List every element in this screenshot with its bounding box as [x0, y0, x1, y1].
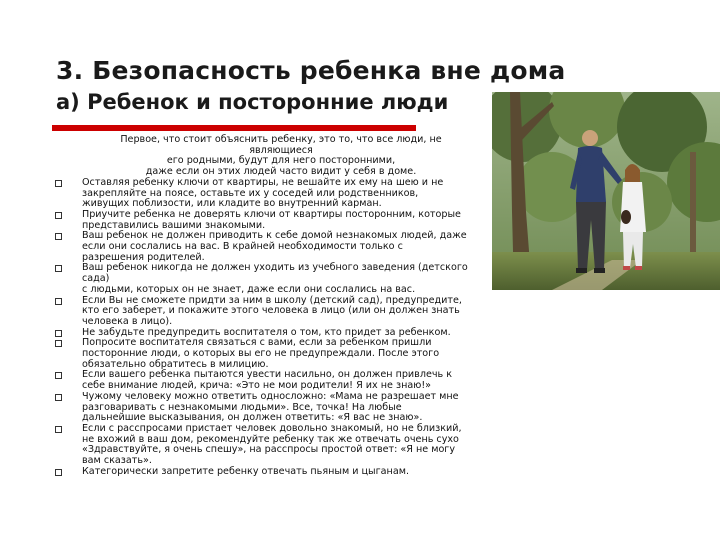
- slide-body: [52, 135, 512, 478]
- list-item-line: кто его заберет, и покажите этого человека в лицо (или он должен знать: [82, 305, 460, 317]
- list-item: [52, 370, 512, 391]
- intro-line: даже если он этих людей часто видит у себя в доме.: [145, 166, 417, 178]
- list-item-line: Приучите ребенка не доверять ключи от квартиры посторонним, которые: [82, 208, 461, 220]
- list-item: [52, 296, 512, 328]
- list-item-line: Если с расспросами пристает человек довольно знакомый, но не близкий,: [82, 422, 462, 434]
- list-item-line: сада): [82, 273, 110, 285]
- list-item: [52, 467, 512, 478]
- list-item-line: «Здравствуйте, я очень спешу», на расспросы простой ответ: «Я не могу: [82, 444, 456, 456]
- square-bullet-icon: [55, 330, 62, 337]
- park-photo-illustration: [492, 92, 720, 290]
- bullet-list: [52, 178, 512, 478]
- list-item-line: обязательно обратитесь в милицию.: [82, 358, 269, 370]
- list-item-line: разрешения родителей.: [82, 251, 205, 263]
- list-item-line: если они сослались на вас. В крайней необходимости только с: [82, 241, 403, 253]
- square-bullet-icon: [55, 233, 62, 240]
- slide-subtitle: а) Ребенок и посторонние люди: [56, 90, 449, 114]
- list-item-line: Ваш ребенок не должен приводить к себе домой незнакомых людей, даже: [82, 230, 467, 242]
- list-item-line: Попросите воспитателя связаться с вами, если за ребенком пришли: [82, 337, 432, 349]
- list-item-line: разговаривать с незнакомыми людьми». Все, точка! На любые: [82, 401, 402, 413]
- list-item-line: Если вашего ребенка пытаются увести насильно, он должен привлечь к: [82, 369, 453, 381]
- list-item: [52, 338, 512, 370]
- intro-line: являющиеся: [249, 144, 313, 156]
- slide-title: 3. Безопасность ребенка вне дома: [56, 56, 566, 85]
- square-bullet-icon: [55, 394, 62, 401]
- square-bullet-icon: [55, 372, 62, 379]
- list-item-line: не вхожий в ваш дом, рекомендуйте ребенку так же отвечать очень сухо: [82, 433, 459, 445]
- square-bullet-icon: [55, 340, 62, 347]
- intro-line: Первое, что стоит объяснить ребенку, это то, что все люди, не: [120, 134, 442, 145]
- list-item-line: посторонние люди, о которых вы его не предупреждали. После этого: [82, 348, 440, 360]
- square-bullet-icon: [55, 265, 62, 272]
- title-underline: [52, 125, 416, 131]
- list-item-line: дальнейшие высказывания, он должен ответить: «Я вас не знаю».: [82, 412, 423, 424]
- list-item-line: Если Вы не сможете придти за ним в школу (детский сад), предупредите,: [82, 294, 462, 306]
- list-item-line: Не забудьте предупредить воспитателя о том, кто придет за ребенком.: [82, 326, 451, 338]
- list-item-line: Чужому человеку можно ответить односложно: «Мама не разрешает мне: [82, 390, 459, 402]
- square-bullet-icon: [55, 212, 62, 219]
- list-item: [52, 424, 512, 467]
- list-item-line: Категорически запретите ребенку отвечать пьяным и цыганам.: [82, 465, 409, 477]
- list-item: [52, 392, 512, 424]
- square-bullet-icon: [55, 298, 62, 305]
- intro-line: его родными, будут для него посторонними,: [166, 155, 396, 167]
- list-item: [52, 263, 512, 295]
- list-item: [52, 231, 512, 263]
- list-item-line: вам сказать».: [82, 455, 152, 467]
- list-item-line: Оставляя ребенку ключи от квартиры, не вешайте их ему на шею и не: [82, 176, 444, 188]
- list-item-line: с людьми, которых он не знает, даже если они сослались на вас.: [82, 283, 416, 295]
- list-item-line: закрепляйте на поясе, оставьте их у соседей или родственников,: [82, 187, 419, 199]
- square-bullet-icon: [55, 469, 62, 476]
- intro-paragraph: [72, 135, 490, 178]
- list-item-line: себе внимание людей, крича: «Это не мои родители! Я их не знаю!»: [82, 380, 432, 392]
- list-item-line: человека в лицо).: [82, 315, 173, 327]
- square-bullet-icon: [55, 180, 62, 187]
- list-item-line: живущих поблизости, или кладите во внутренний карман.: [82, 198, 382, 210]
- list-item-line: представились вашими знакомыми.: [82, 219, 266, 231]
- list-item: [52, 178, 512, 210]
- photo-father-and-child: [492, 92, 720, 290]
- square-bullet-icon: [55, 426, 62, 433]
- list-item-line: Ваш ребенок никогда не должен уходить из учебного заведения (детского: [82, 262, 468, 274]
- list-item: [52, 210, 512, 231]
